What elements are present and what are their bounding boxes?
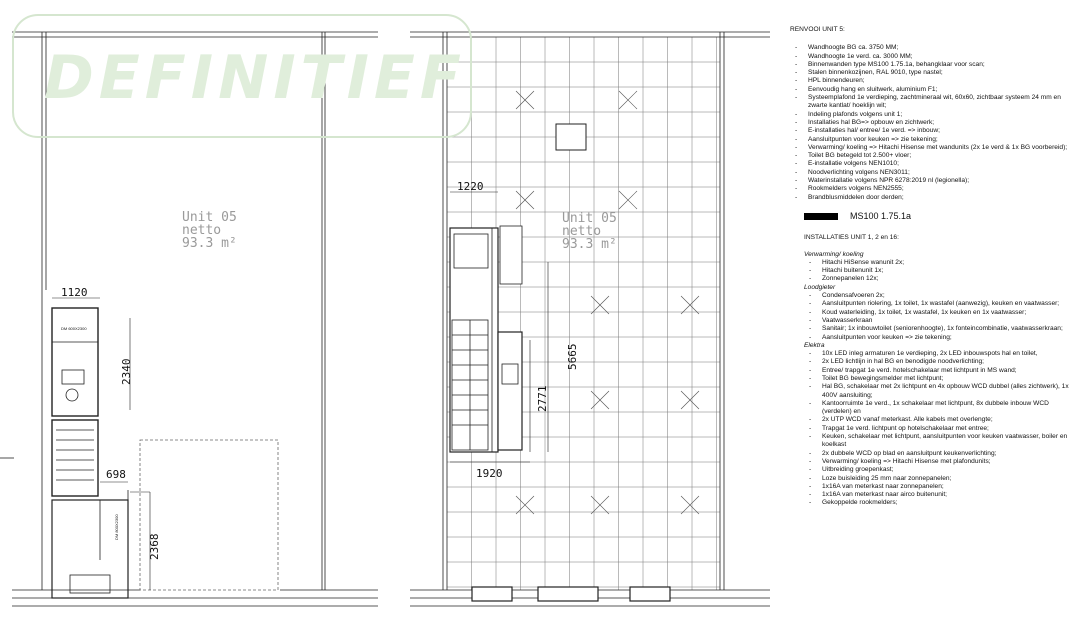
door-label-1: DM 600X2300 [61, 326, 87, 331]
section-item: - Aansluitpunten voor keuken => zie tekening; [804, 334, 1072, 342]
legend-title: RENVOOI UNIT 5: [790, 26, 845, 33]
section-item: - Verwarming/ koeling => Hitachi Hisense met plafondunits; [804, 458, 1072, 466]
legend-item: - Wandhoogte 1e verd. ca. 3000 MM; [790, 53, 1072, 61]
section-item: - 1x16A van meterkast naar airco buitenunit; [804, 491, 1072, 499]
definitief-stamp: DEFINITIEF [12, 14, 472, 138]
section-item: - 2x LED lichtlijn in hal BG en benodigde noodverlichting; [804, 358, 1072, 366]
legend-item: - Toilet BG betegeld tot 2.500+ vloer; [790, 152, 1072, 160]
section-item: - Keuken, schakelaar met lichtpunt, aansluitpunten voor keuken vaatwasser, boiler en koelkast [804, 433, 1072, 450]
section-item: - Loze buisleiding 25 mm naar zonnepanelen; [804, 475, 1072, 483]
section-list [790, 350, 1072, 508]
ms100-key [804, 212, 1072, 220]
section-item: - Vaatwasserkraan [804, 317, 1072, 325]
legend-item: - E-installatie volgens NEN1010; [790, 160, 1072, 168]
door-label-2: DM 800X2300 [114, 514, 119, 540]
legend-item: - Noodverlichting volgens NEN3011; [790, 169, 1072, 177]
legend-item: - Eenvoudig hang en sluitwerk, aluminium F1; [790, 86, 1072, 94]
section-item: - 10x LED inleg armaturen 1e verdieping, 2x LED inbouwspots hal en toilet, [804, 350, 1072, 358]
section-item: - Zonnepanelen 12x; [804, 275, 1072, 283]
legend-item: - Brandblusmiddelen door derden; [790, 194, 1072, 202]
legend-item: - Binnenwanden type MS100 1.75.1a, behangklaar voor scan; [790, 61, 1072, 69]
legend-list [790, 44, 1072, 202]
section-item: - Uitbreiding groepenkast; [804, 466, 1072, 474]
section-item: - 2x dubbele WCD op blad en aansluitpunt keukenverlichting; [804, 450, 1072, 458]
section-item: - Koud waterleiding, 1x toilet, 1x wastafel, 1x keuken en 1x vaatwasser; [804, 309, 1072, 317]
section-item: - Aansluitpunten riolering, 1x toilet, 1x wastafel (aanwezig), keuken en vaatwasser; [804, 300, 1072, 308]
section-item: - Condensafvoeren 2x; [804, 292, 1072, 300]
dim-5665: 5665 [566, 343, 579, 370]
right-unit-area: 93.3 m² [562, 237, 617, 252]
section-item: - 2x UTP WCD vanaf meterkast. Alle kabels met overlengte; [804, 416, 1072, 424]
installaties-sections [790, 251, 1072, 508]
section-item: - Trapgat 1e verd. lichtpunt op hotelschakelaar met entree; [804, 425, 1072, 433]
section-list [790, 292, 1072, 342]
section-item: - 1x16A van meterkast naar zonnepanelen; [804, 483, 1072, 491]
legend-item: - HPL binnendeuren; [790, 77, 1072, 85]
legend-item: - Waterinstallatie volgens NPR 6278:2019 nl (legionella); [790, 177, 1072, 185]
left-unit-name: Unit 05 [182, 210, 237, 225]
section-item: - Hitachi HiSense wanunit 2x; [804, 259, 1072, 267]
dim-2771: 2771 [536, 385, 549, 412]
legend-item: - Installaties hal BG=> opbouw en zichtwerk; [790, 119, 1072, 127]
section-item: - Toilet BG bewegingsmelder met lichtpunt; [804, 375, 1072, 383]
dim-2340: 2340 [120, 358, 133, 385]
section-item: - Gekoppelde rookmelders; [804, 499, 1072, 507]
right-unit-name: Unit 05 [562, 211, 617, 226]
legend-item: - Wandhoogte BG ca. 3750 MM; [790, 44, 1072, 52]
section-item: - Kantoorruimte 1e verd., 1x schakelaar met lichtpunt, 8x dubbele inbouw WCD (verdelen) en [804, 400, 1072, 417]
section-category: Elektra [804, 341, 825, 349]
legend-item: - E-installaties hal/ entree/ 1e verd. => inbouw; [790, 127, 1072, 135]
section-list [790, 259, 1072, 284]
right-unit-netto: netto [562, 224, 602, 239]
ms100-label: MS100 1.75.1a [850, 210, 912, 221]
legend-item: - Indeling plafonds volgens unit 1; [790, 111, 1072, 119]
legend-item: - Rookmelders volgens NEN2555; [790, 185, 1072, 193]
dim-1920: 1920 [476, 467, 503, 480]
section-item: - Entree/ trapgat 1e verd. hotelschakelaar met lichtpunt in MS wand; [804, 367, 1072, 375]
legend-item: - Aansluitpunten voor keuken => zie tekening; [790, 136, 1072, 144]
wall-swatch [804, 213, 838, 220]
left-unit-area: 93.3 m² [182, 236, 237, 251]
installaties-title: INSTALLATIES UNIT 1, 2 en 16: [804, 234, 899, 242]
section-category: Loodgieter [804, 283, 836, 291]
section-item: - Sanitair; 1x inbouwtoilet (seniorenhoogte), 1x fonteincombinatie, vaatwasserkraan; [804, 325, 1072, 333]
legend-item: - Systeemplafond 1e verdieping, zachtmineraal wit, 60x60, zichtbaar systeem 24 mm en zwarte kantlat/ hoeklijn wit; [790, 94, 1072, 111]
dim-1220: 1220 [457, 180, 484, 193]
legend-item: - Stalen binnenkozijnen, RAL 9010, type nastel; [790, 69, 1072, 77]
left-unit-netto: netto [182, 223, 222, 238]
legend-item: - Verwarming/ koeling => Hitachi Hisense met wandunits (2x 1e verd & 1x BG voorbereid); [790, 144, 1072, 152]
dim-698: 698 [106, 468, 126, 481]
section-category: Verwarming/ koeling [804, 250, 864, 258]
dim-2368: 2368 [148, 533, 161, 560]
legend-panel [790, 26, 1072, 508]
section-item: - Hal BG, schakelaar met 2x lichtpunt en 4x opbouw WCD dubbel (alles zichtwerk), 1x 400V aansluiting; [804, 383, 1072, 400]
section-item: - Hitachi buitenunit 1x; [804, 267, 1072, 275]
dim-1120: 1120 [61, 286, 88, 299]
